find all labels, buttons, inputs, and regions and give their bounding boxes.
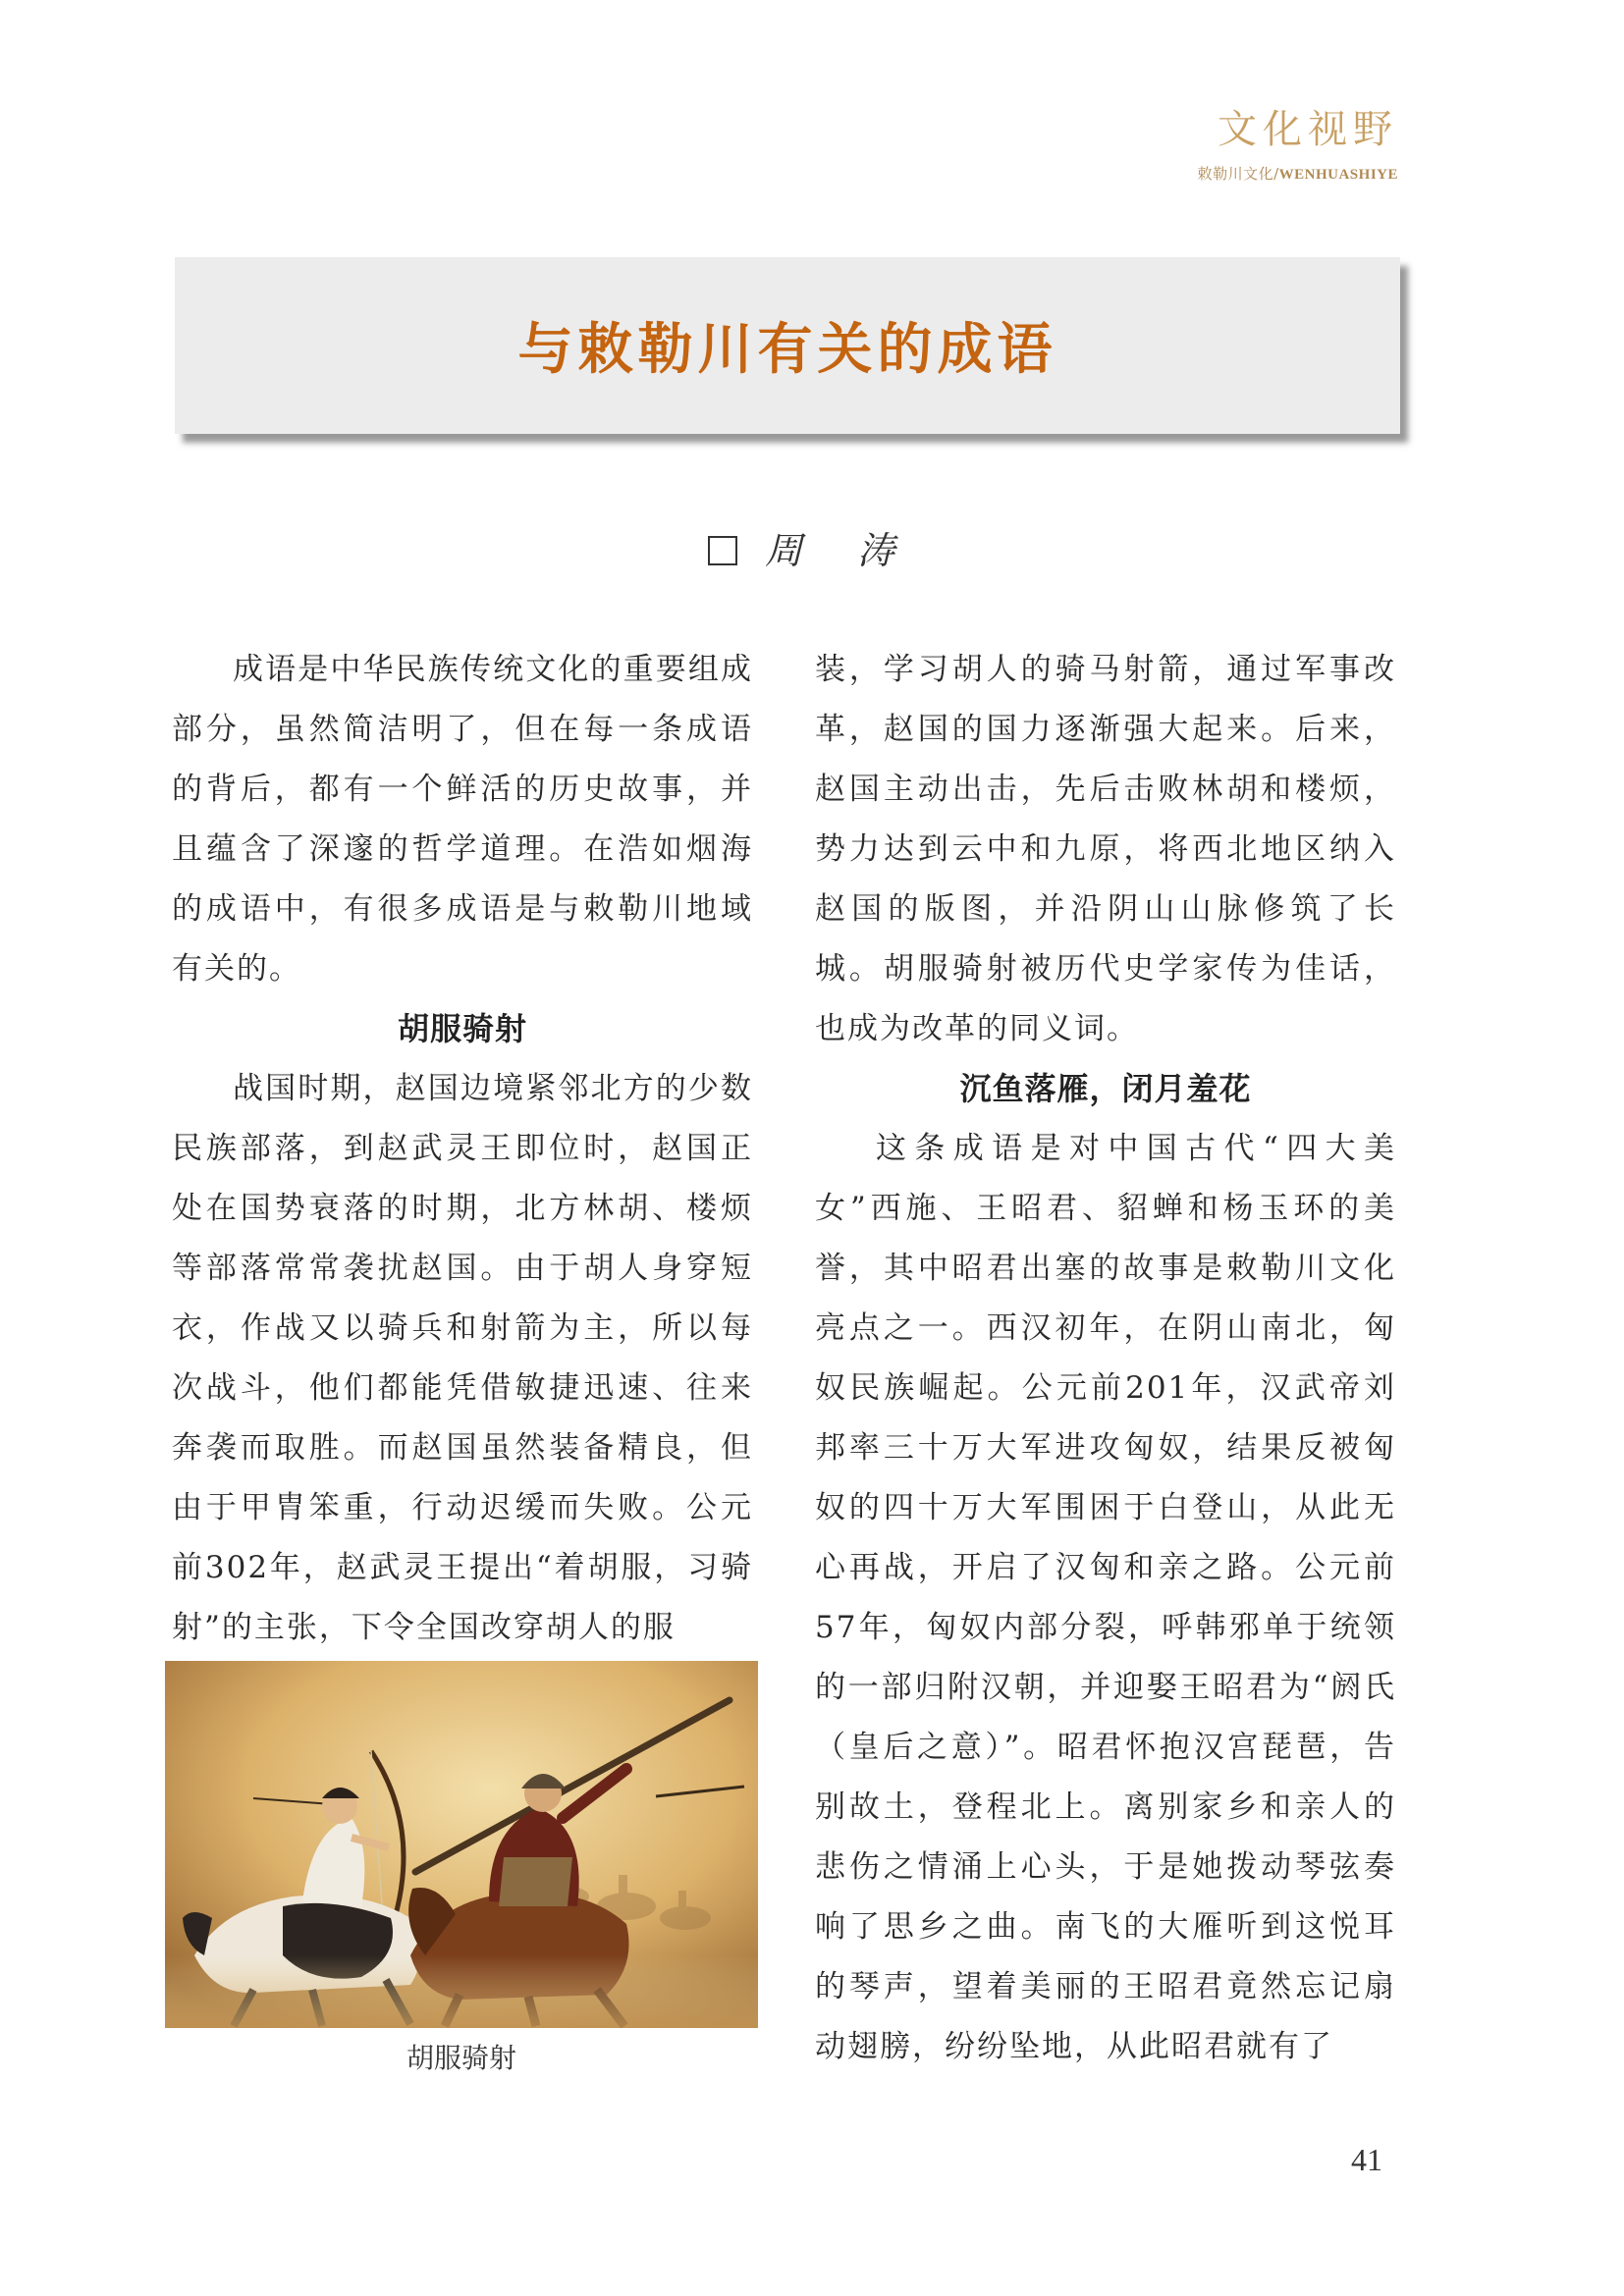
section-heading-chenyu: 沉鱼落雁，闭月羞花 xyxy=(959,1070,1252,1107)
square-icon xyxy=(708,536,737,565)
article-title: 与敕勒川有关的成语 xyxy=(517,318,1057,382)
section-subtitle xyxy=(1198,163,1398,184)
hufu-paragraph: 战国时期，赵国边境紧邻北方的少数民族部落，到赵武灵王即位时，赵国正处在国势衰落的时期，北方林胡、楼烦等部落常常袭扰赵国。由于胡人身穿短衣，作战又以骑兵和射箭为主，所以每次战斗，他们都能凭借敏捷迅速、往来奔袭而取胜。而赵国虽然装备精良，但由于甲胄笨重，行动迟缓而失败。公元前302年，赵武灵王提出“着胡服，习骑射”的主张，下令全国改穿胡人的服 xyxy=(172,1071,753,1645)
hufu-paragraph-continued: 装，学习胡人的骑马射箭，通过军事改革，赵国的国力逐渐强大起来。后来，赵国主动出击，先后击败林胡和楼烦，势力达到云中和九原，将西北地区纳入赵国的版图，并沿阴山山脉修筑了长城。胡服骑射被历代史学家传为佳话，也成为改革的同义词。 xyxy=(815,652,1396,1046)
section-heading-hufu: 胡服骑射 xyxy=(397,1010,527,1047)
author-name: 周 涛 xyxy=(764,529,917,572)
section-sub-en: WENHUASHIYE xyxy=(1278,167,1398,183)
section-sub-cn: 敕勒川文化 xyxy=(1197,165,1274,183)
running-header xyxy=(1197,107,1398,184)
chenyu-paragraph: 这条成语是对中国古代“四大美女”西施、王昭君、貂蝉和杨玉环的美誉，其中昭君出塞的故事是敕勒川文化亮点之一。西汉初年，在阴山南北，匈奴民族崛起。公元前201年，汉武帝刘邦率三十万大军进攻匈奴，结果反被匈奴的四十万大军围困于白登山，从此无心再战，开启了汉匈和亲之路。公元前57年，匈奴内部分裂，呼韩邪单于统领的一部归附汉朝，并迎娶王昭君为“阏氏（皇后之意）”。昭君怀抱汉宫琵琶，告别故土，登程北上。离别家乡和亲人的悲伤之情涌上心头，于是她拨动琴弦奏响了思乡之曲。南飞的大雁听到这悦耳的琴声，望着美丽的王昭君竟然忘记扇动翅膀，纷纷坠地，从此昭君就有了 xyxy=(815,1131,1396,2064)
illustration-mounted-archers xyxy=(165,1661,758,2028)
title-banner xyxy=(175,257,1400,434)
right-column xyxy=(815,640,1396,2077)
intro-paragraph: 成语是中华民族传统文化的重要组成部分，虽然简洁明了，但在每一条成语的背后，都有一个鲜活的历史故事，并且蕴含了深邃的哲学道理。在浩如烟海的成语中，有很多成语是与敕勒川地域有关的。 xyxy=(172,652,753,987)
section-name: 文化视野 xyxy=(1218,107,1398,152)
left-column xyxy=(172,640,753,1658)
byline xyxy=(0,520,1624,574)
page-number: 41 xyxy=(1351,2142,1382,2177)
figure-caption: 胡服骑射 xyxy=(406,2042,516,2074)
section-sub-sep: / xyxy=(1273,165,1279,183)
